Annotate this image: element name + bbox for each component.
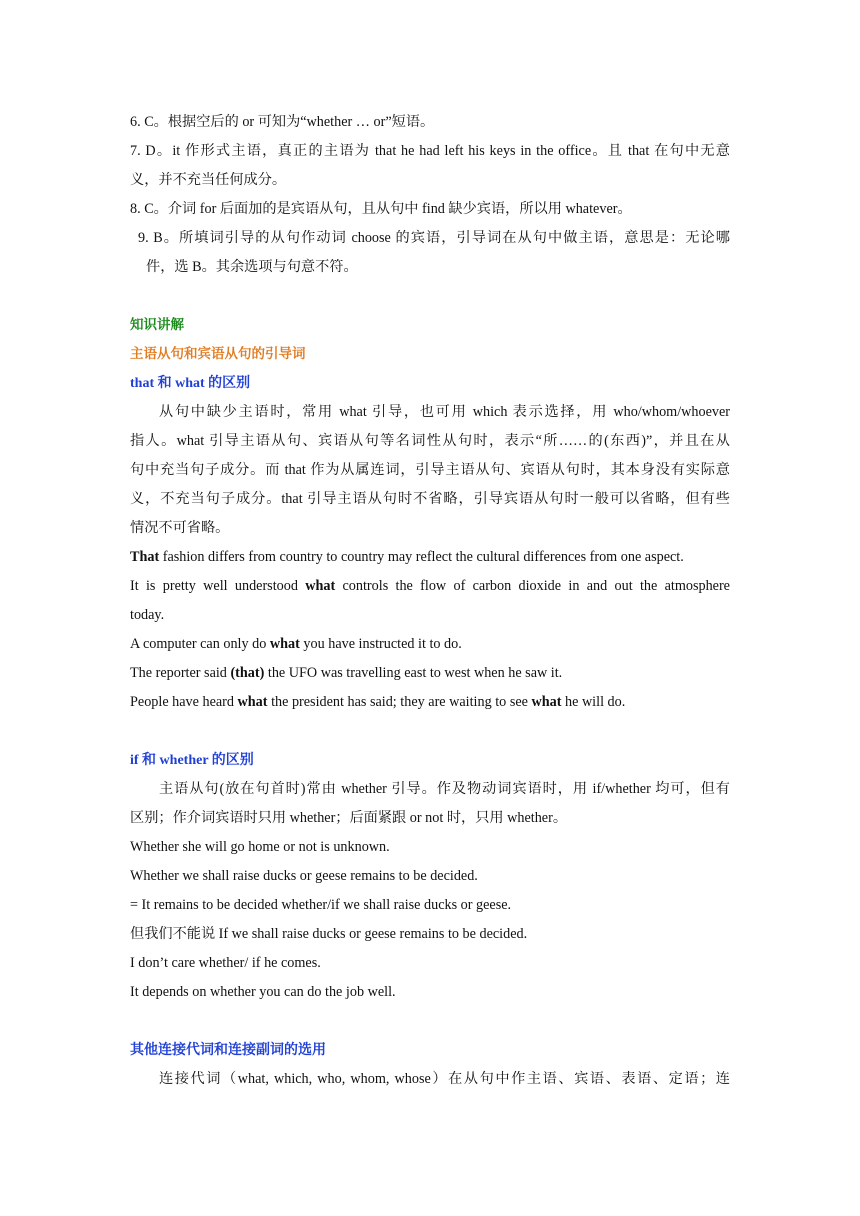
- example-sentence: It depends on whether you can do the job well.: [130, 984, 396, 1000]
- example-sentence: I don’t care whether/ if he comes.: [130, 955, 321, 971]
- subheading-subject-object-clauses: 主语从句和宾语从句的引导词: [130, 346, 306, 362]
- spacer: [130, 1007, 730, 1036]
- if-whether-para-line-1: 主语从句(放在句首时)常由 whether 引导。作及物动词宾语时，用 if/whether 均可，但有: [159, 781, 730, 797]
- answer-9-line-1: 9. B。所填词引导的从句作动词 choose 的宾语，引导词在从句中做主语，意思是：无论哪: [138, 230, 730, 246]
- that-what-para-line-2: 指人。what 引导主语从句、宾语从句等名词性从句时，表示“所……的(东西)”，并且在从: [130, 433, 730, 449]
- example-sentence: People have heard what the president has said; they are waiting to see what he will do.: [130, 694, 626, 710]
- answer-9-line-2: 件，选 B。其余选项与句意不符。: [146, 259, 358, 275]
- heading-other-connectives: 其他连接代词和连接副词的选用: [130, 1043, 326, 1058]
- example-sentence-cont: today.: [130, 607, 165, 623]
- answer-7-line-2: 义，并不充当任何成分。: [130, 172, 287, 188]
- example-sentence: It is pretty well understood what controls the flow of carbon dioxide in and out the atmosphere: [130, 578, 730, 594]
- keyword: what: [531, 694, 562, 710]
- example-sentence: The reporter said (that) the UFO was travelling east to west when he saw it.: [130, 665, 563, 681]
- example-sentence: Whether she will go home or not is unknown.: [130, 839, 390, 855]
- if-whether-para-line-2: 区别；作介词宾语时只用 whether；后面紧跟 or not 时，只用 whether。: [130, 810, 568, 826]
- that-what-para-line-1: 从句中缺少主语时，常用 what 引导，也可用 which 表示选择，用 who/whom/whoever: [159, 404, 730, 420]
- spacer: [130, 282, 730, 311]
- example-sentence: = It remains to be decided whether/if we shall raise ducks or geese.: [130, 897, 512, 913]
- section-heading-knowledge: 知识讲解: [130, 317, 184, 333]
- answer-7-line-1: 7. D。it 作形式主语，真正的主语为 that he had left his keys in the office。且 that 在句中无意: [130, 143, 730, 159]
- keyword: what: [305, 578, 336, 594]
- keyword: what: [269, 636, 300, 652]
- answer-6: 6. C。根据空后的 or 可知为“whether … or”短语。: [130, 114, 435, 130]
- that-what-para-line-3: 句中充当句子成分。而 that 作为从属连词，引导主语从句、宾语从句时，其本身没有实际意: [130, 462, 730, 478]
- keyword: what: [237, 694, 268, 710]
- that-what-para-line-4: 义，不充当句子成分。that 引导主语从句时不省略，引导宾语从句时一般可以省略，但有些: [130, 491, 730, 507]
- answer-8: 8. C。介词 for 后面加的是宾语从句，且从句中 find 缺少宾语，所以用 whatever。: [130, 201, 632, 217]
- heading-if-whether: if 和 whether 的区别: [130, 753, 254, 768]
- keyword: (that): [230, 665, 265, 681]
- example-sentence: That fashion differs from country to country may reflect the cultural differences from one aspect.: [130, 549, 684, 565]
- example-sentence: 但我们不能说 If we shall raise ducks or geese remains to be decided.: [130, 926, 528, 942]
- example-sentence: A computer can only do what you have instructed it to do.: [130, 636, 462, 652]
- document-page: [130, 108, 730, 1094]
- example-sentence: Whether we shall raise ducks or geese remains to be decided.: [130, 868, 478, 884]
- that-what-para-line-5: 情况不可省略。: [130, 520, 230, 536]
- others-para-line-1: 连接代词（what, which, who, whom, whose）在从句中作主语、宾语、表语、定语；连: [159, 1071, 730, 1087]
- heading-that-what: that 和 what 的区别: [130, 376, 251, 391]
- spacer: [130, 717, 730, 746]
- keyword: That: [130, 549, 160, 565]
